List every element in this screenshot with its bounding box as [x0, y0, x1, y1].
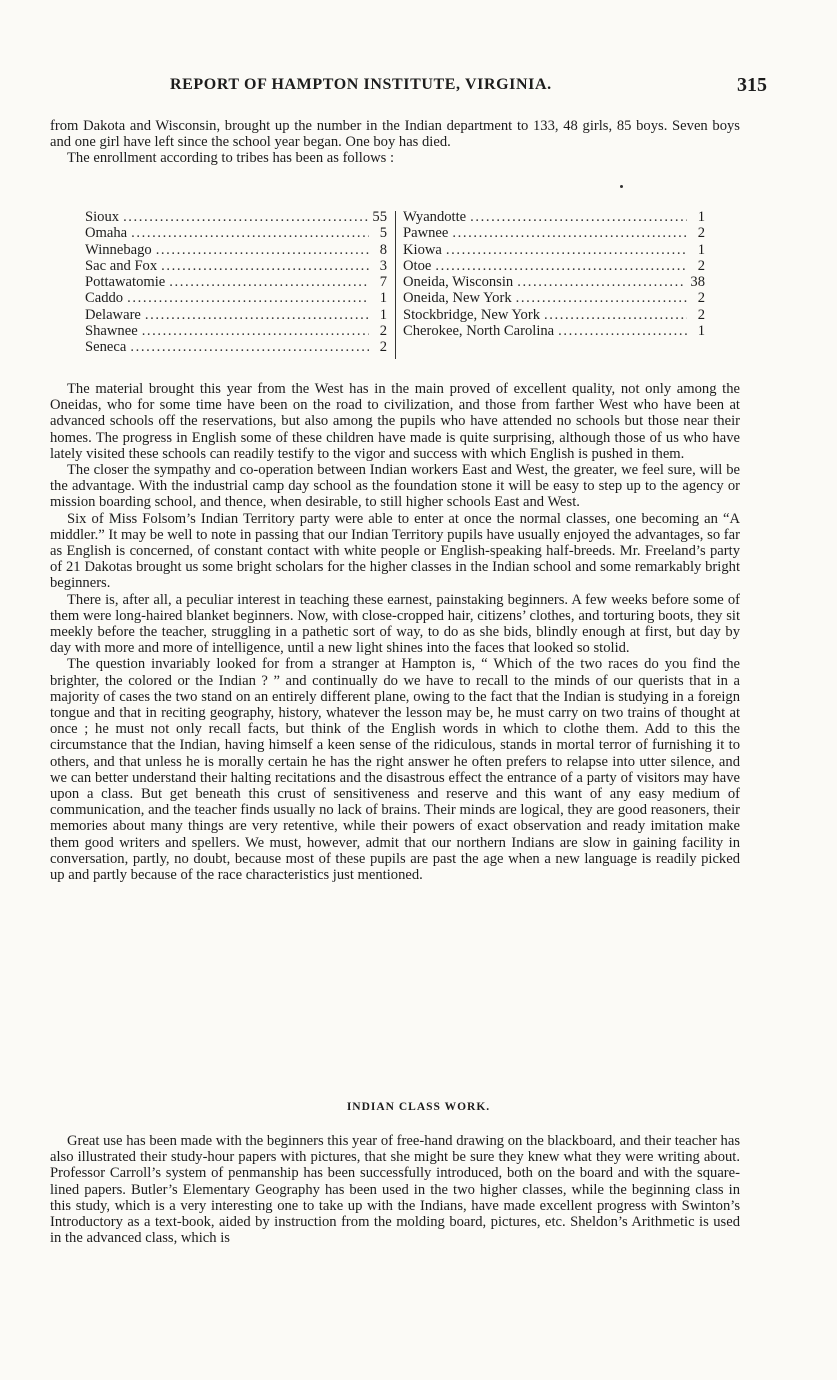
leader-dots	[435, 258, 687, 274]
tribe-count: 1	[697, 209, 705, 225]
tribe-count: 8	[379, 241, 387, 258]
leader-dots	[161, 258, 369, 274]
tribe-name: Sac and Fox	[85, 257, 158, 274]
tribe-name: Kiowa	[403, 241, 442, 258]
leader-dots	[127, 290, 369, 306]
tribe-row	[85, 307, 387, 323]
tribe-name: Oneida, Wisconsin	[403, 274, 514, 291]
tribe-row	[85, 225, 387, 241]
running-head: REPORT OF HAMPTON INSTITUTE, VIRGINIA.	[170, 76, 552, 93]
tribe-name: Caddo	[85, 290, 124, 307]
tribe-row	[403, 225, 705, 241]
tribe-name: Omaha	[85, 225, 128, 242]
tribe-name: Delaware	[85, 306, 141, 323]
body-paragraph: There is, after all, a peculiar interest in teaching these earnest, painstaking beginners. A few weeks before some of them were long-haired blanket beginners. Now, with close-cropped hair, citizens’ clothes, and torturing boots, they sit meekly before the teacher, struggling in a pathetic sort of way, to do as she bids, blindly enough at first, but day by day with more and more of intelligence, until a new light shines into the faces that looked so stolid.	[50, 591, 740, 657]
tribe-row	[85, 209, 387, 225]
body-paragraph: The closer the sympathy and co-operation between Indian workers East and West, the greater, we feel sure, will be the advantage. With the industrial camp day school as the foundation stone it will be easy to step up to the agency or mission boarding school, and thence, when desirable, to still higher schools East and West.	[50, 462, 740, 511]
tribe-name: Oneida, New York	[403, 290, 512, 307]
section-heading: INDIAN CLASS WORK.	[346, 1101, 491, 1113]
leader-dots	[558, 323, 687, 339]
body-paragraph: The material brought this year from the West has in the main proved of excellent quality, not only among the Oneidas, who for some time have been on the road to civilization, and those from farther West who have been at advanced schools off the reservations, but also among the pupils who have attended no schools but those near their homes. The progress in English some of these children have made is quite surprising, although those of us who have lately visited these schools can readily testify to the vigor and success with which English is pushed in them.	[50, 381, 740, 462]
tribe-name: Shawnee	[85, 323, 138, 340]
leader-dots	[156, 242, 369, 258]
tribe-row	[403, 209, 705, 225]
tribe-count: 5	[379, 225, 387, 242]
tribe-count: 2	[697, 290, 705, 307]
leader-dots	[452, 225, 687, 241]
tribe-count: 1	[697, 323, 705, 340]
tribe-count: 2	[697, 257, 705, 274]
enrollment-column-right	[403, 209, 705, 339]
leader-dots	[446, 242, 687, 258]
section-text	[50, 1133, 740, 1246]
tribe-row	[85, 242, 387, 258]
leader-dots	[130, 339, 369, 355]
tribe-count: 1	[379, 306, 387, 323]
tribe-row	[85, 290, 387, 306]
tribe-count: 55	[372, 209, 387, 225]
leader-dots	[516, 290, 687, 306]
leader-dots	[169, 274, 369, 290]
tribe-row	[403, 323, 705, 339]
tribe-count: 3	[379, 257, 387, 274]
section-paragraph: Great use has been made with the beginners this year of free-hand drawing on the blackboard, and their teacher has also illustrated their study-hour papers with pictures, that she might be sure they knew what they were writing about. Professor Carroll’s system of penmanship has been successfully introduced, both on the board and with the square-lined papers. Butler’s Elementary Geography has been used in the two higher classes, while the beginning class in this study, which is a very interesting one to take up with the Indians, have made excellent progress with Swinton’s Introductory as a text-book, aided by instruction from the molding board, pictures, etc. Sheldon’s Arithmetic is used in the advanced class, which is	[50, 1133, 740, 1247]
tribe-name: Otoe	[403, 257, 432, 274]
leader-dots	[131, 225, 369, 241]
leader-dots	[145, 307, 369, 323]
tribe-count: 2	[379, 339, 387, 356]
tribe-row	[85, 258, 387, 274]
tribe-name: Pawnee	[403, 225, 449, 242]
tribe-row	[403, 307, 705, 323]
body-text	[50, 381, 740, 883]
tribe-name: Cherokee, North Carolina	[403, 323, 555, 340]
tribe-name: Pottawatomie	[85, 274, 166, 291]
tribe-count: 7	[379, 274, 387, 291]
enrollment-column-left	[85, 209, 387, 356]
tribe-count: 1	[379, 290, 387, 307]
body-paragraph: The question invariably looked for from a stranger at Hampton is, “ Which of the two races do you find the brighter, the colored or the Indian ? ” and continually do we have to recall to the minds of our querists that in a majority of cases the two stand on an entirely different plane, owing to the fact that the Indian is studying in a foreign tongue and that in reciting geography, history, whatever the lesson may be, he must carry on two trains of thought at once ; he must not only recall facts, but think of the English words in which to clothe them. Add to this the circumstance that the Indian, having himself a keen sense of the ridiculous, stands in mortal terror of furnishing it to others, and that unless he is morally certain he has the right answer he often prefers to relapse into utter silence, and we can better understand their halting recitations and the disastrous effect the entrance of a party of visitors may have upon a class. But get beneath this crust of sensitiveness and reserve and this want of any easy medium of communication, and the teacher finds usually no lack of brains. Their minds are logical, they are good reasoners, their memories about many things are very retentive, while their powers of exact observation and ready imitation make them good writers and spellers. We must, however, admit that our northern Indians are slow in gaining facility in conversation, partly, no doubt, because most of these pupils are past the age when a new language is readily picked up and partly because of the race characteristics just mentioned.	[50, 656, 740, 884]
page-number: 315	[737, 74, 767, 96]
leader-dots	[123, 209, 368, 225]
tribe-name: Wyandotte	[403, 209, 467, 225]
tribe-count: 38	[690, 274, 705, 291]
tribe-name: Seneca	[85, 339, 127, 356]
print-speck	[620, 185, 623, 188]
column-divider	[395, 211, 396, 359]
tribe-row	[85, 274, 387, 290]
intro-paragraph: from Dakota and Wisconsin, brought up the number in the Indian department to 133, 48 girls, 85 boys. Seven boys and one girl have left since the school year began. One boy has died.	[50, 118, 740, 151]
enrollment-intro: The enrollment according to tribes has been as follows :	[67, 150, 395, 167]
intro-text	[50, 118, 740, 167]
tribe-row	[403, 290, 705, 306]
tribe-row	[85, 323, 387, 339]
leader-dots	[544, 307, 687, 323]
tribe-row	[403, 258, 705, 274]
tribe-row	[403, 242, 705, 258]
tribe-count: 2	[697, 306, 705, 323]
tribe-count: 2	[697, 225, 705, 242]
page-header	[0, 74, 837, 100]
leader-dots	[517, 274, 686, 290]
leader-dots	[142, 323, 369, 339]
tribe-count: 2	[379, 323, 387, 340]
body-paragraph: Six of Miss Folsom’s Indian Territory party were able to enter at once the normal classes, one becoming an “A middler.” It may be well to note in passing that our Indian Territory pupils have usually enjoyed the advantages, so far as English is concerned, of constant contact with white people or English-speaking half-breeds. Mr. Freeland’s party of 21 Dakotas brought us some bright scholars for the higher classes in the Indian school and some remarkably bright beginners.	[50, 510, 740, 592]
leader-dots	[470, 209, 687, 225]
tribe-row	[403, 274, 705, 290]
tribe-name: Sioux	[85, 209, 120, 225]
tribe-name: Stockbridge, New York	[403, 306, 541, 323]
tribe-count: 1	[697, 241, 705, 258]
tribe-row	[85, 339, 387, 355]
tribe-name: Winnebago	[85, 241, 152, 258]
